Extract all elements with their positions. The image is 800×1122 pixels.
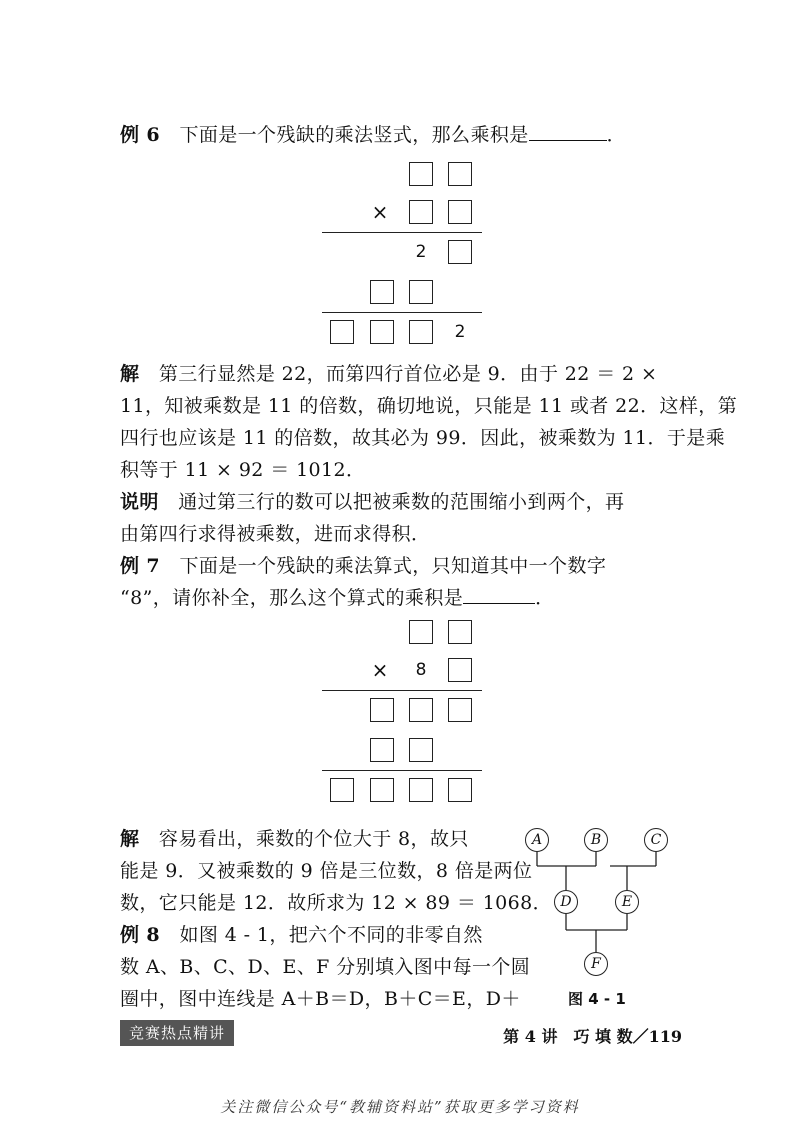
given-digit: 2 xyxy=(454,322,466,342)
example-7-statement: “8”，请你补全，那么这个算式的乘积是 ． xyxy=(120,587,555,609)
solution-6-line: 四行也应该是 11 的倍数，故其必为 99．因此，被乘数为 11．于是乘 xyxy=(120,427,726,449)
note-line: 由第四行求得被乘数，进而求得积． xyxy=(120,523,431,545)
note-label: 说明 xyxy=(120,491,159,513)
example-6-statement: 例 6 下面是一个残缺的乘法竖式，那么乘积是 ． xyxy=(120,124,627,146)
solution-7-line: 解 容易看出，乘数的个位大于 8，故只 xyxy=(120,828,469,850)
note-line: 说明 通过第三行的数可以把被乘数的范围缩小到两个，再 xyxy=(120,491,625,513)
figure-caption: 图 4 - 1 xyxy=(568,990,626,1008)
circle-node-f[interactable]: F xyxy=(584,952,608,976)
circle-node-c[interactable]: C xyxy=(644,828,668,852)
circle-node-d[interactable]: D xyxy=(554,890,578,914)
footer-page-info xyxy=(503,1024,682,1047)
solution-6-line: 积等于 11 × 92 ＝ 1012． xyxy=(120,459,366,481)
times-sign: × xyxy=(371,200,389,224)
solution-label: 解 xyxy=(120,828,140,850)
example-6-label: 例 6 xyxy=(120,124,161,146)
given-digit: 2 xyxy=(415,242,427,262)
example-7-statement: 例 7 下面是一个残缺的乘法算式，只知道其中一个数字 xyxy=(120,555,607,577)
example-7-label: 例 7 xyxy=(120,555,161,577)
solution-6-line: 11，知被乘数是 11 的倍数，确切地说，只能是 11 或者 22．这样，第 xyxy=(120,395,738,417)
given-digit: 8 xyxy=(415,660,427,680)
example-8-statement: 例 8 如图 4 - 1，把六个不同的非零自然 xyxy=(120,924,483,946)
page-number: ／119 xyxy=(632,1027,682,1046)
circle-node-e[interactable]: E xyxy=(615,890,639,914)
solution-7-line: 数，它只能是 12．故所求为 12 × 89 ＝ 1068． xyxy=(120,892,553,914)
example-8-statement: 圈中，图中连线是 A＋B＝D，B＋C＝E，D＋ xyxy=(120,988,521,1010)
example-8-statement: 数 A、B、C、D、E、F 分别填入图中每一个圆 xyxy=(120,956,531,978)
solution-label: 解 xyxy=(120,363,140,385)
watermark-text: 关注微信公众号“教辅资料站”获取更多学习资料 xyxy=(220,1098,580,1116)
solution-7-line: 能是 9．又被乘数的 9 倍是三位数，8 倍是两位 xyxy=(120,860,533,882)
times-sign: × xyxy=(371,658,389,682)
solution-6-line: 解 第三行显然是 22，而第四行首位必是 9．由于 22 ＝ 2 × xyxy=(120,363,658,385)
circle-node-b[interactable]: B xyxy=(584,828,608,852)
example-6-text: 下面是一个残缺的乘法竖式，那么乘积是 xyxy=(179,124,529,146)
footer-section-tag: 竞赛热点精讲 xyxy=(120,1020,234,1046)
chapter-title: 第 4 讲 巧 填 数 xyxy=(503,1027,633,1046)
circle-node-a[interactable]: A xyxy=(525,828,549,852)
example-8-label: 例 8 xyxy=(120,924,161,946)
